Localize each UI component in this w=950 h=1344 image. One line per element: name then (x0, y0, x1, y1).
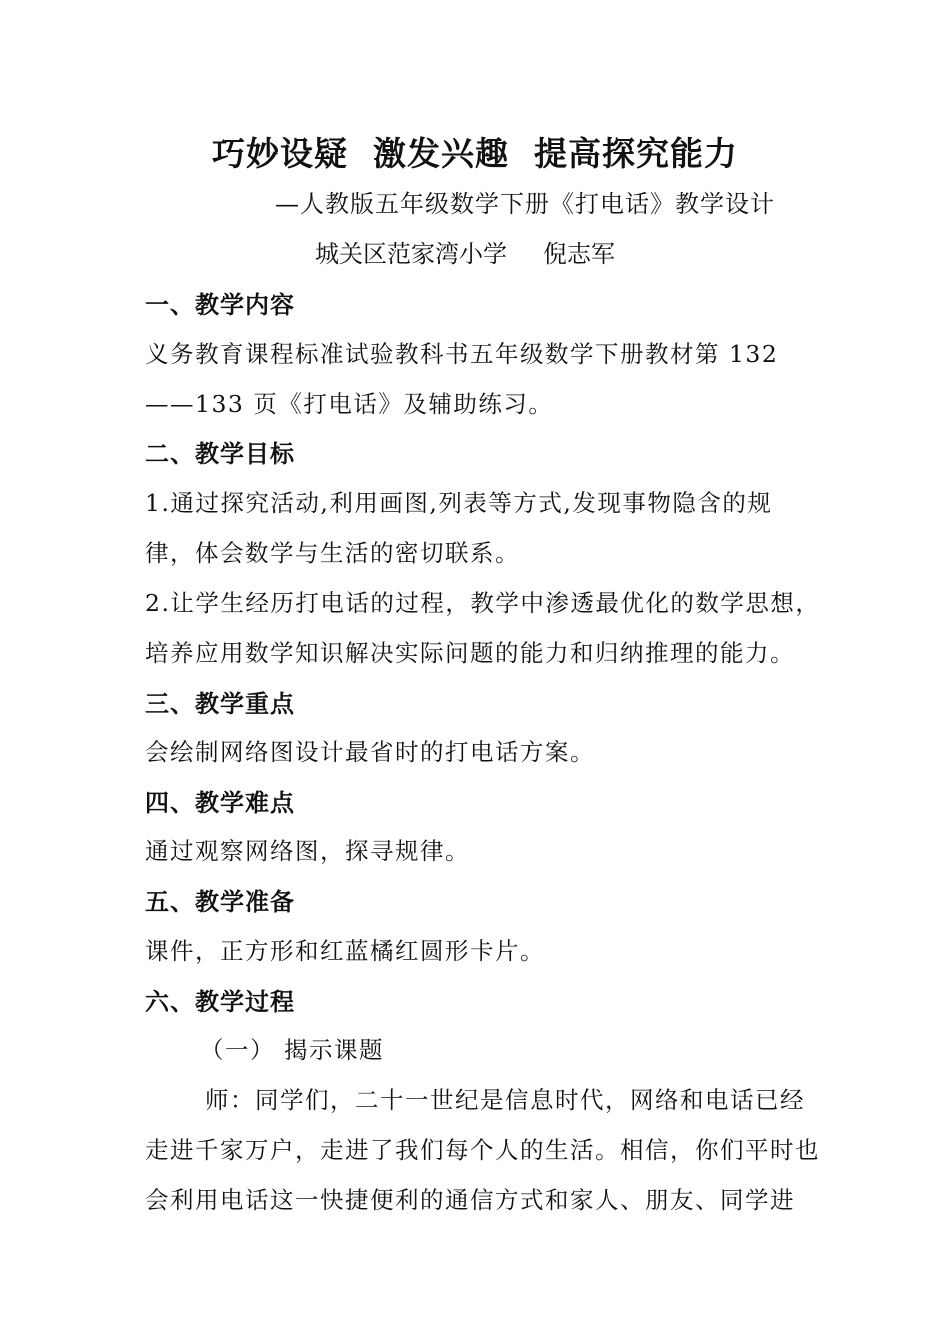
section-heading-key-points: 三、教学重点 (145, 690, 295, 718)
body-line: 1.通过探究活动,利用画图,列表等方式,发现事物隐含的规 (145, 489, 773, 517)
body-line: 会利用电话这一快捷便利的通信方式和家人、朋友、同学进 (145, 1186, 795, 1214)
body-line: 2.让学生经历打电话的过程，教学中渗透最优化的数学思想， (145, 589, 821, 617)
section-heading-content: 一、教学内容 (145, 291, 295, 319)
body-line: 课件，正方形和红蓝橘红圆形卡片。 (145, 937, 545, 965)
section-heading-preparation: 五、教学准备 (145, 888, 295, 916)
body-line: ——133 页《打电话》及辅助练习。 (145, 390, 554, 418)
section-heading-difficulties: 四、教学难点 (145, 789, 295, 817)
section-heading-goals: 二、教学目标 (145, 440, 295, 468)
body-line: 会绘制网络图设计最省时的打电话方案。 (145, 738, 595, 766)
body-line: 律，体会数学与生活的密切联系。 (145, 539, 520, 567)
author-name: 倪志军 (543, 240, 615, 268)
body-line: 义务教育课程标准试验教科书五年级数学下册教材第 132 (145, 340, 779, 368)
subheading-reveal-topic: （一） 揭示课题 (200, 1036, 384, 1064)
document-title: 巧妙设疑 激发兴趣 提高探究能力 (212, 134, 738, 173)
body-line: 师：同学们，二十一世纪是信息时代，网络和电话已经 (205, 1086, 805, 1114)
body-line: 培养应用数学知识解决实际问题的能力和归纳推理的能力。 (145, 639, 795, 667)
document-subtitle: —人教版五年级数学下册《打电话》教学设计 (275, 190, 775, 218)
body-line: 走进千家万户，走进了我们每个人的生活。相信，你们平时也 (145, 1136, 820, 1164)
author-school: 城关区范家湾小学 (315, 240, 507, 268)
author-line (315, 234, 615, 269)
section-heading-process: 六、教学过程 (145, 988, 295, 1016)
body-line: 通过观察网络图，探寻规律。 (145, 837, 470, 865)
